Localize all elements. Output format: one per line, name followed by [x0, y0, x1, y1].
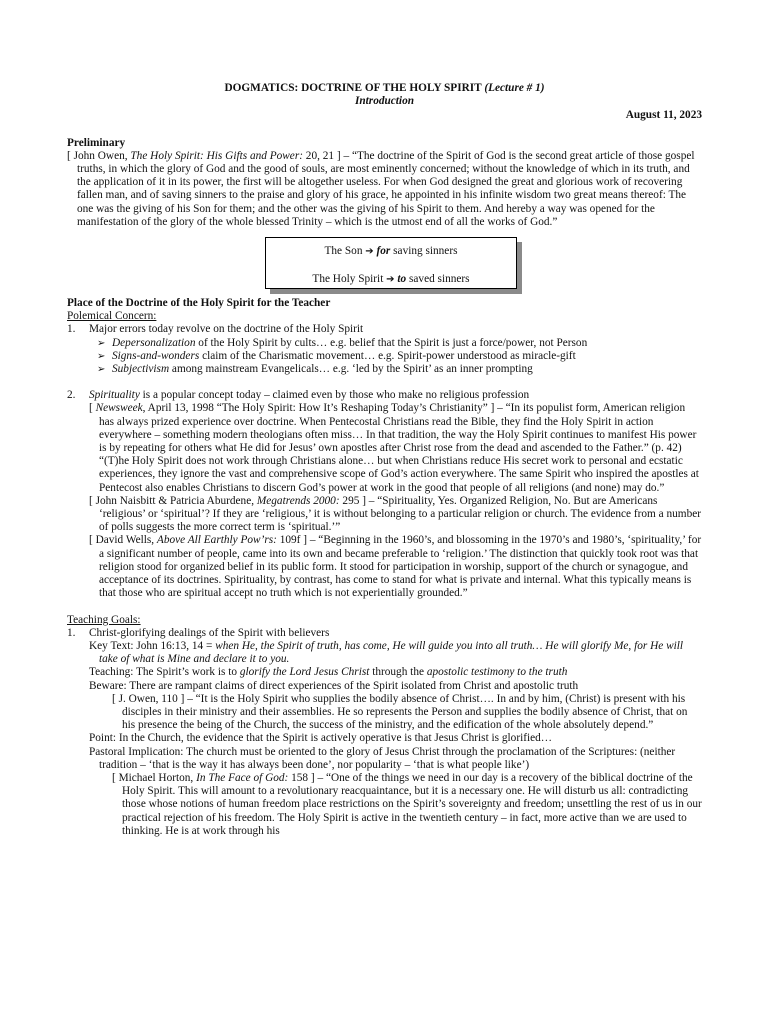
bullet-arrow-icon: ➢ [97, 337, 106, 349]
beware-line: Beware: There are rampant claims of direct experiences of the Spirit isolated from Christ and apostolic truth [89, 679, 579, 692]
arrow-right-icon: ➔ [365, 246, 374, 258]
owen-presence-quote: [ J. Owen, 110 ] – “It is the Holy Spirit who supplies the bodily absence of Christ…. In and by him, (Christ) is present with his disciples in their ministry and their assemblies. He so represents the Person and supplies the bodily absence of Christ, that on his presence the being of the Church, the success of the ministry, and the edification of the whole absolutely depend.” [112, 692, 688, 732]
list-item-major-errors: 1. Major errors today revolve on the doctrine of the Holy Spirit [67, 323, 364, 336]
document-subtitle: Introduction [354, 95, 415, 108]
preliminary-heading: Preliminary [67, 136, 126, 149]
lecture-number: (Lecture # 1) [484, 82, 545, 94]
bullet-arrow-icon: ➢ [97, 364, 106, 376]
document-title [67, 82, 702, 95]
title-text: DOGMATICS: DOCTRINE OF THE HOLY SPIRIT [224, 82, 482, 94]
teaching-line: Teaching: The Spirit’s work is to glorify the Lord Jesus Christ through the apostolic testimony to the truth [89, 666, 568, 679]
point-line: Point: In the Church, the evidence that the Spirit is actively operative is that Jesus Christ is glorified… [89, 732, 553, 745]
place-heading: Place of the Doctrine of the Holy Spirit for the Teacher [67, 297, 331, 310]
list-item-christ-glorifying: 1. Christ-glorifying dealings of the Spirit with believers [67, 626, 330, 639]
callout-box [265, 237, 517, 289]
wells-quote: [ David Wells, Above All Earthly Pow’rs: 109f ] – “Beginning in the 1960’s, and blossoming in the 1970’s and 1980’s, ‘spirituality,’ for a significant number of people, came into its own and became preferable to ‘religion.’ The distinction that quickly took root was that religion stood for organized belief in its public form. It stood for participation in worship, support of the church or synagogue, and acceptance of its doctrines. Spirituality, by contrast, has come to stand for what is private and internal. What this typically means is that those who are spiritual accept no truth which is not experientially grounded.” [89, 534, 702, 600]
naisbitt-quote: [ John Naisbitt & Patricia Aburdene, Megatrends 2000: 295 ] – “Spirituality, Yes. Organized Religion, No. But are Americans ‘religious’ or ‘spiritual’? If they are ‘religious,’ it is without belonging to a particular religion or church. The evidence from a number of polls suggests the more correct term is ‘spiritual.’” [89, 494, 701, 534]
owen-quote-paragraph: [ John Owen, The Holy Spirit: His Gifts and Power: 20, 21 ] – “The doctrine of the Spirit of God is the second great article of those gospel truths, in which the glory of God and the good of souls, are most eminently concerned; without the knowledge of which in its truth, and the application of it in its power, the first will be altogether useless. For when God designed the great and glorious work of recovering fallen man, and of saving sinners to the praise and glory of his grace, he appointed in his infinite wisdom two great means thereof: The one was the giving of his Son for them; and the other was the giving of his Spirit to them. And hereby a way was opened for the manifestation of the glory of the whole blessed Trinity – which is the utmost end of all the works of God.” [67, 149, 695, 228]
arrow-right-icon: ➔ [386, 274, 395, 286]
bullet-signs-and-wonders: ➢ Signs-and-wonders claim of the Charismatic movement… e.g. Spirit-power understood as miracle-gift [97, 349, 576, 362]
teaching-goals-heading: Teaching Goals: [67, 613, 141, 626]
list-item-spirituality: 2. Spirituality is a popular concept today – claimed even by those who make no religious profession [67, 389, 530, 402]
callout-line-son: The Son ➔ for saving sinners [324, 245, 458, 258]
horton-quote: [ Michael Horton, In The Face of God: 158 ] – “One of the things we need in our day is a recovery of the biblical doctrine of the Holy Spirit. This will amount to a revolutionary reacquaintance, but it is a necessary one. He will disturb us all: contradicting those whose notions of human freedom place restrictions on the Spirit’s sovereignty and freedom; unsettling the rest of us in our practical rejection of his freedom. The Holy Spirit is active in the twentieth century – in fact, more active than we are used to thinking. He is at work through his [112, 771, 702, 837]
callout-line-spirit: The Holy Spirit ➔ to saved sinners [312, 273, 470, 286]
bullet-subjectivism: ➢ Subjectivism among mainstream Evangelicals… e.g. ‘led by the Spirit’ as an inner prompting [97, 363, 533, 376]
bullet-arrow-icon: ➢ [97, 350, 106, 362]
key-text: Key Text: John 16:13, 14 = when He, the Spirit of truth, has come, He will guide you into all truth… He will glorify Me, for He will take of what is Mine and declare it to you. [89, 639, 684, 666]
polemical-subheading: Polemical Concern: [67, 310, 157, 323]
document-date: August 11, 2023 [625, 109, 702, 122]
bullet-depersonalization: ➢ Depersonalization of the Holy Spirit by cults… e.g. belief that the Spirit is just a force/power, not Person [97, 336, 588, 349]
son-spirit-callout [265, 237, 517, 289]
pastoral-implication: Pastoral Implication: The church must be oriented to the glory of Jesus Christ through the proclamation of the Scriptures: (neither tradition – ‘that is the way it has always been done’, nor popularity – ‘that is what people like’) [89, 745, 676, 771]
newsweek-quote-continued: “(T)he Holy Spirit does not work through Christians alone… but when Christians reduce His secret work to personal and ecstatic experiences, they ignore the vast and comprehensive scope of God’s action everywhere. The same Spirit who inspired the apostles at Pentecost also enables Christians to discern God’s power at work in the good that people of all religions (and none) may do.” [99, 455, 699, 494]
newsweek-quote: [ Newsweek, April 13, 1998 “The Holy Spirit: How It’s Reshaping Today’s Christianity” ] – “In its populist form, American religion has always prized experience over doctrine. When Pentecostal Christians read the Bible, they find the Holy Spirit in action everywhere – something modern theologians often miss… In that tradition, the way the Holy Spirit continues to manifest His power is by repeating for others what He did for Jesus’ own apostles after Christ rose from the dead and ascended to the Father.” (p. 42) [89, 402, 697, 455]
